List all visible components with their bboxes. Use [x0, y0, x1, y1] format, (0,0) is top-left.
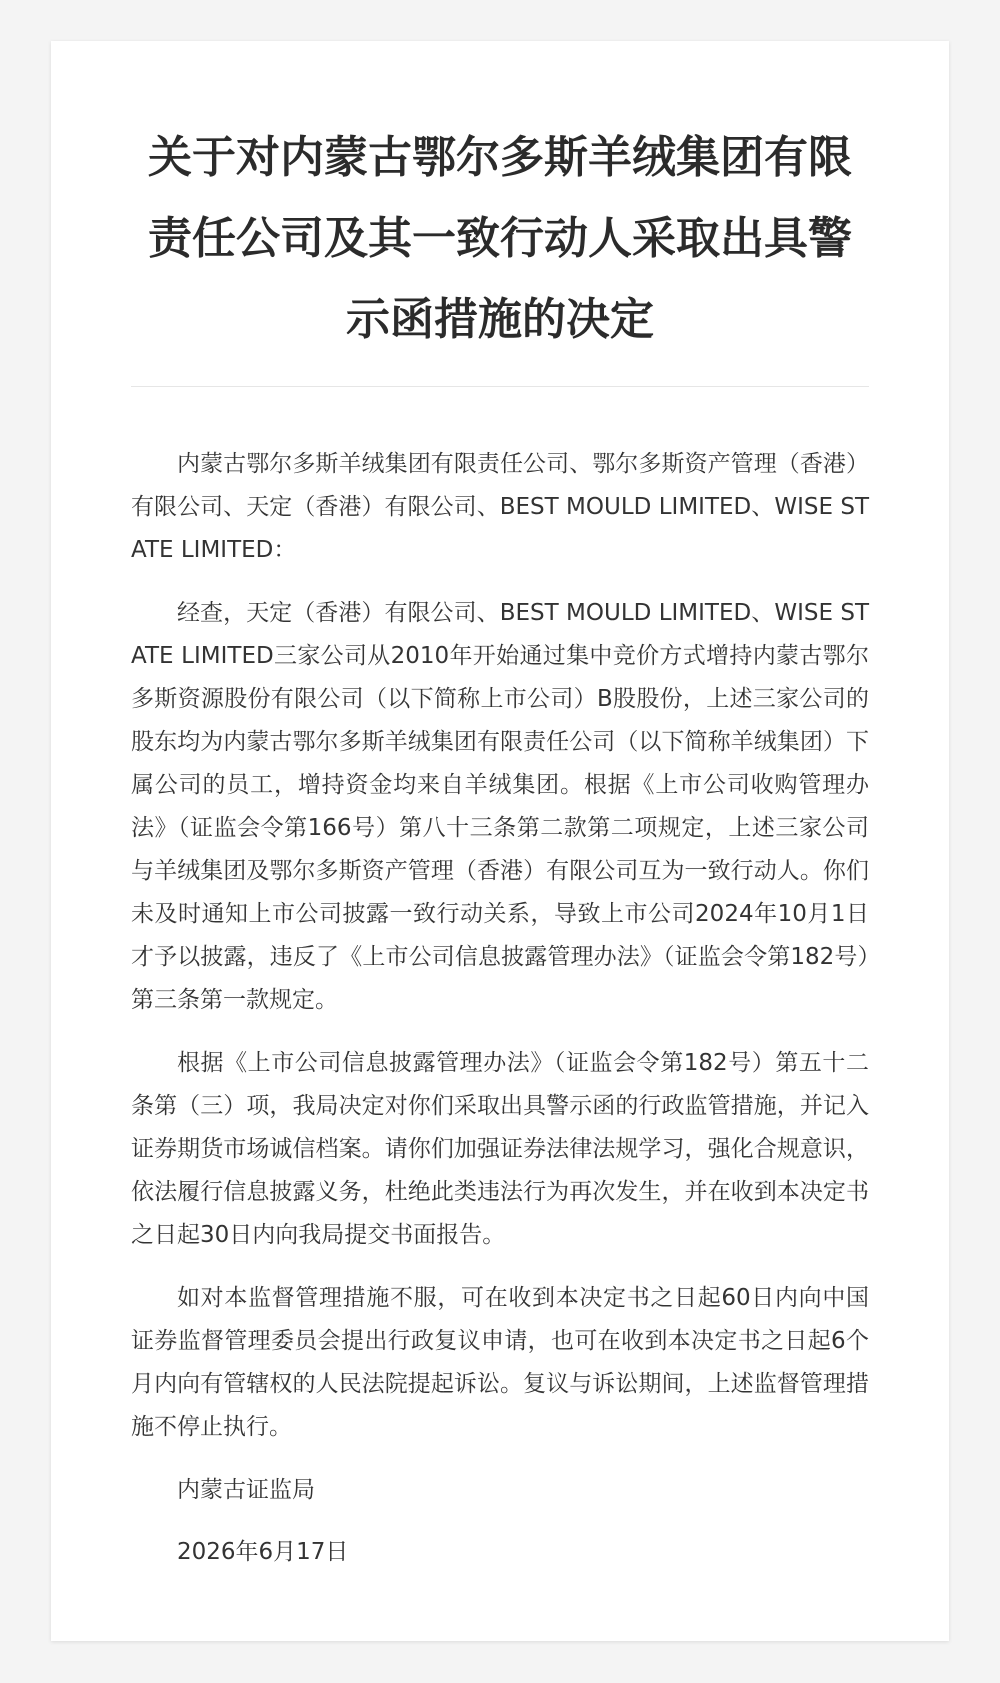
document-body: [131, 443, 869, 1449]
document-title: 关于对内蒙古鄂尔多斯羊绒集团有限责任公司及其一致行动人采取出具警示函措施的决定: [148, 132, 852, 345]
issue-date: 2026年6月17日: [177, 1539, 349, 1565]
appeal-paragraph: 如对本监督管理措施不服，可在收到本决定书之日起60日内向中国证券监督管理委员会提出行政复议申请，也可在收到本决定书之日起6个月内向有管辖权的人民法院提起诉讼。复议与诉讼期间，上述监督管理措施不停止执行。: [131, 1285, 869, 1440]
document-page: [51, 41, 949, 1641]
issuer-name: 内蒙古证监局: [177, 1477, 315, 1503]
addressee-paragraph: 内蒙古鄂尔多斯羊绒集团有限责任公司、鄂尔多斯资产管理（香港）有限公司、天定（香港）有限公司、BEST MOULD LIMITED、WISE STATE LIMITED：: [131, 451, 869, 563]
signature-block: [131, 1469, 869, 1574]
decision-paragraph: 根据《上市公司信息披露管理办法》（证监会令第182号）第五十二条第（三）项，我局决定对你们采取出具警示函的行政监管措施，并记入证券期货市场诚信档案。请你们加强证券法律法规学习，强化合规意识，依法履行信息披露义务，杜绝此类违法行为再次发生，并在收到本决定书之日起30日内向我局提交书面报告。: [131, 1050, 869, 1248]
title-divider: [131, 386, 869, 387]
findings-paragraph: 经查，天定（香港）有限公司、BEST MOULD LIMITED、WISE STATE LIMITED三家公司从2010年开始通过集中竞价方式增持内蒙古鄂尔多斯资源股份有限公司（以下简称上市公司）B股股份，上述三家公司的股东均为内蒙古鄂尔多斯羊绒集团有限责任公司（以下简称羊绒集团）下属公司的员工，增持资金均来自羊绒集团。根据《上市公司收购管理办法》（证监会令第166号）第八十三条第二款第二项规定，上述三家公司与羊绒集团及鄂尔多斯资产管理（香港）有限公司互为一致行动人。你们未及时通知上市公司披露一致行动关系，导致上市公司2024年10月1日才予以披露，违反了《上市公司信息披露管理办法》（证监会令第182号）第三条第一款规定。: [131, 600, 869, 1013]
